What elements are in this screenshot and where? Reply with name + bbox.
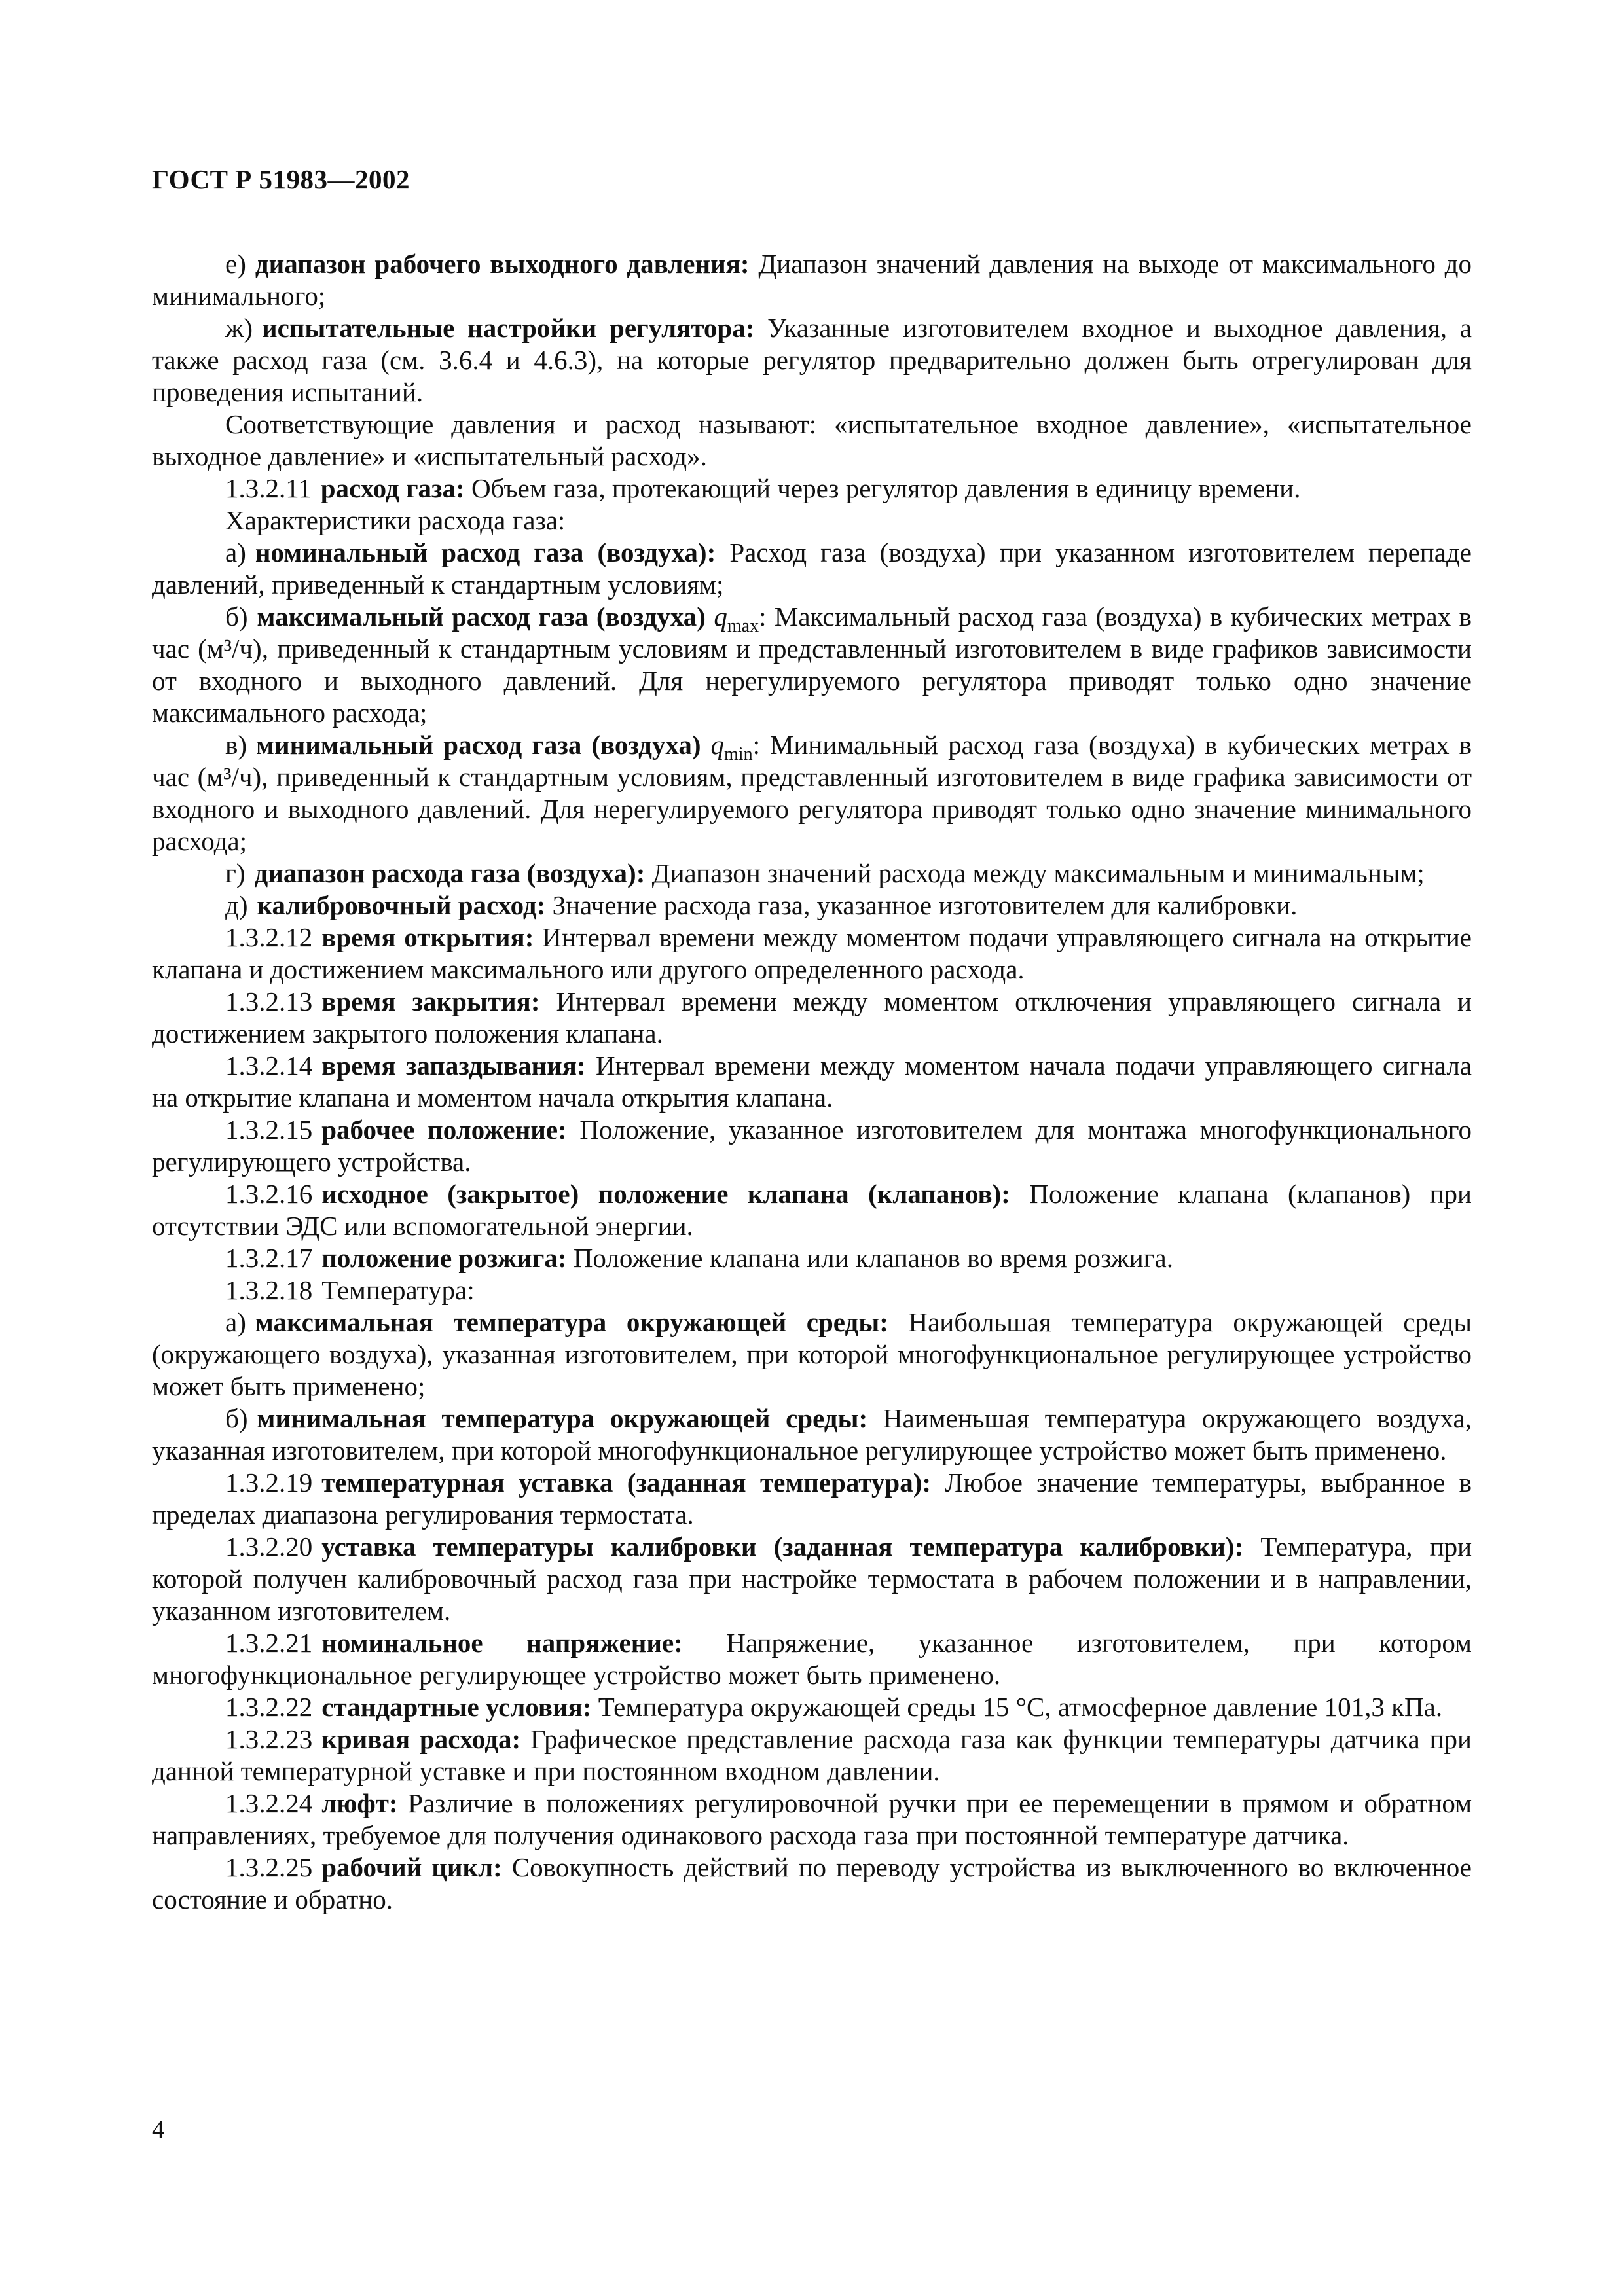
paragraph-text: Интервал времени между моментом начала подачи управляющего сигнала на открытие клапана и моментом начала открытия клапана. xyxy=(152,1050,1472,1113)
defined-term: диапазон расхода газа (воздуха): xyxy=(254,858,646,888)
paragraph xyxy=(152,1050,1472,1114)
paragraph xyxy=(152,729,1472,857)
clause-number: б) xyxy=(225,601,248,632)
clause-number: д) xyxy=(225,890,248,920)
defined-term: время запаздывания: xyxy=(321,1050,586,1081)
paragraph xyxy=(152,601,1472,729)
defined-term: калибровочный расход: xyxy=(257,890,546,920)
paragraph xyxy=(152,1787,1472,1852)
paragraph-text: Объем газа, протекающий через регулятор давления в единицу времени. xyxy=(471,473,1301,503)
paragraph-text: Графическое представление расхода газа как функции температуры датчика при данной температурной уставке и при постоянном входном давлении. xyxy=(152,1724,1472,1786)
defined-term: номинальный расход газа (воздуха): xyxy=(255,537,716,567)
paragraph-text: Диапазон значений расхода между максимальным и минимальным; xyxy=(651,858,1425,888)
defined-term: кривая расхода: xyxy=(321,1724,521,1754)
clause-number: 1.3.2.19 xyxy=(225,1467,313,1498)
clause-number: 1.3.2.11 xyxy=(225,473,312,503)
defined-term: номинальное напряжение: xyxy=(321,1628,683,1658)
document-page xyxy=(152,164,1472,1916)
clause-number: ж) xyxy=(225,313,253,343)
paragraph-text: Интервал времени между моментом подачи управляющего сигнала на открытие клапана и достижением максимального или другого определенного расхода. xyxy=(152,922,1472,984)
clause-number: 1.3.2.20 xyxy=(225,1532,313,1562)
clause-number: 1.3.2.23 xyxy=(225,1724,313,1754)
symbol-subscript: max xyxy=(727,616,759,637)
paragraph-text: Положение клапана (клапанов) при отсутствии ЭДС или вспомогательной энергии. xyxy=(152,1179,1472,1241)
symbol: q xyxy=(714,601,727,632)
paragraph-text: Положение, указанное изготовителем для монтажа многофункционального регулирующего устройства. xyxy=(152,1115,1472,1177)
paragraph xyxy=(152,312,1472,408)
symbol-subscript: min xyxy=(724,744,753,765)
defined-term: минимальная температура окружающей среды: xyxy=(257,1403,868,1433)
defined-term: минимальный расход газа (воздуха) xyxy=(256,730,701,760)
paragraph xyxy=(152,505,1472,537)
clause-number: 1.3.2.13 xyxy=(225,986,313,1016)
paragraph xyxy=(152,1723,1472,1787)
paragraph xyxy=(152,537,1472,601)
defined-term: расход газа: xyxy=(320,473,465,503)
paragraph-text: Любое значение температуры, выбранное в пределах диапазона регулирования термостата. xyxy=(152,1467,1472,1530)
clause-number: в) xyxy=(225,730,247,760)
paragraph-text: Различие в положениях регулировочной ручки при ее перемещении в прямом и обратном направлениях, требуемое для получения одинакового расхода газа при постоянной температуре датчика. xyxy=(152,1788,1472,1850)
paragraph-text: Температура окружающей среды 15 °С, атмосферное давление 101,3 кПа. xyxy=(598,1692,1443,1722)
clause-number: 1.3.2.24 xyxy=(225,1788,313,1818)
paragraph xyxy=(152,248,1472,312)
paragraph-text: Положение клапана или клапанов во время розжига. xyxy=(573,1243,1173,1273)
symbol: q xyxy=(710,730,725,760)
paragraph xyxy=(152,473,1472,505)
paragraph-text: Расход газа (воздуха) при указанном изготовителем перепаде давлений, приведенный к стандартным условиям; xyxy=(152,537,1472,600)
paragraph-text: Температура: xyxy=(321,1275,475,1305)
defined-term: максимальный расход газа (воздуха) xyxy=(257,601,706,632)
paragraph xyxy=(152,1274,1472,1306)
document-body xyxy=(152,248,1472,1916)
paragraph-text: Характеристики расхода газа: xyxy=(225,505,566,535)
clause-number: а) xyxy=(225,537,246,567)
paragraph-text: Совокупность действий по переводу устройства из выключенного во включенное состояние и обратно. xyxy=(152,1852,1472,1914)
paragraph-text: Интервал времени между моментом отключения управляющего сигнала и достижением закрытого положения клапана. xyxy=(152,986,1472,1049)
paragraph xyxy=(152,1627,1472,1691)
paragraph xyxy=(152,1852,1472,1916)
defined-term: время закрытия: xyxy=(321,986,540,1016)
clause-number: 1.3.2.18 xyxy=(225,1275,313,1305)
paragraph xyxy=(152,986,1472,1050)
clause-number: 1.3.2.15 xyxy=(225,1115,313,1145)
document-header: ГОСТ Р 51983—2002 xyxy=(152,164,410,194)
paragraph-text: Указанные изготовителем входное и выходное давления, а также расход газа (см. 3.6.4 и 4.6.3), на которые регулятор предварительно должен быть отрегулирован для проведения испытаний. xyxy=(152,313,1472,407)
defined-term: исходное (закрытое) положение клапана (клапанов): xyxy=(321,1179,1010,1209)
paragraph xyxy=(152,857,1472,889)
defined-term: уставка температуры калибровки (заданная температура калибровки): xyxy=(321,1532,1244,1562)
clause-number: 1.3.2.21 xyxy=(225,1628,313,1658)
paragraph-text: Диапазон значений давления на выходе от максимального до минимального; xyxy=(152,249,1472,311)
paragraph-text: Наименьшая температура окружающего воздуха, указанная изготовителем, при которой многофункциональное регулирующее устройство может быть применено. xyxy=(152,1403,1472,1465)
paragraph xyxy=(152,1306,1472,1403)
clause-number: а) xyxy=(225,1307,246,1337)
paragraph-text: Напряжение, указанное изготовителем, при котором многофункциональное регулирующее устройство может быть применено. xyxy=(152,1628,1472,1690)
paragraph xyxy=(152,1242,1472,1274)
paragraph xyxy=(152,1114,1472,1178)
paragraph-text: Соответствующие давления и расход называют: «испытательное входное давление», «испытательное выходное давление» и «испытательный расход». xyxy=(152,409,1472,471)
page-number: 4 xyxy=(152,2116,164,2144)
paragraph xyxy=(152,1178,1472,1242)
paragraph-text: Значение расхода газа, указанное изготовителем для калибровки. xyxy=(552,890,1298,920)
paragraph-text: : Минимальный расход газа (воздуха) в кубических метрах в час (м³/ч), приведенный к стандартным условиям, представленный изготовителем в виде графика зависимости от входного и выходного давлений. Для нерегулируемого регулятора приводят только одно значение минимального расхода; xyxy=(152,730,1472,856)
defined-term: люфт: xyxy=(321,1788,398,1818)
paragraph-text: Наибольшая температура окружающей среды (окружающего воздуха), указанная изготовителем, при которой многофункциональное регулирующее устройство может быть применено; xyxy=(152,1307,1472,1401)
paragraph xyxy=(152,1691,1472,1723)
paragraph xyxy=(152,408,1472,473)
defined-term: рабочее положение: xyxy=(321,1115,567,1145)
clause-number: 1.3.2.12 xyxy=(225,922,313,952)
defined-term: диапазон рабочего выходного давления: xyxy=(255,249,750,279)
defined-term: температурная уставка (заданная температура): xyxy=(321,1467,932,1498)
paragraph-text: : Максимальный расход газа (воздуха) в кубических метрах в час (м³/ч), приведенный к стандартным условиям и представленный изготовителем в виде графиков зависимости от входного и выходного давлений. Для нерегулируемого регулятора приводят только одно значение максимального расхода; xyxy=(152,601,1472,728)
defined-term: испытательные настройки регулятора: xyxy=(261,313,755,343)
defined-term: рабочий цикл: xyxy=(321,1852,502,1882)
paragraph xyxy=(152,1403,1472,1467)
clause-number: е) xyxy=(225,249,246,279)
defined-term: стандартные условия: xyxy=(321,1692,592,1722)
clause-number: б) xyxy=(225,1403,248,1433)
clause-number: 1.3.2.17 xyxy=(225,1243,313,1273)
clause-number: 1.3.2.14 xyxy=(225,1050,313,1081)
clause-number: 1.3.2.22 xyxy=(225,1692,313,1722)
paragraph xyxy=(152,889,1472,922)
clause-number: 1.3.2.16 xyxy=(225,1179,313,1209)
paragraph xyxy=(152,1531,1472,1627)
defined-term: положение розжига: xyxy=(321,1243,567,1273)
defined-term: максимальная температура окружающей среды: xyxy=(255,1307,888,1337)
paragraph xyxy=(152,1467,1472,1531)
clause-number: г) xyxy=(225,858,246,888)
defined-term: время открытия: xyxy=(321,922,534,952)
clause-number: 1.3.2.25 xyxy=(225,1852,313,1882)
paragraph xyxy=(152,922,1472,986)
paragraph-text: Температура, при которой получен калибровочный расход газа при настройке термостата в рабочем положении и в направлении, указанном изготовителем. xyxy=(152,1532,1472,1626)
